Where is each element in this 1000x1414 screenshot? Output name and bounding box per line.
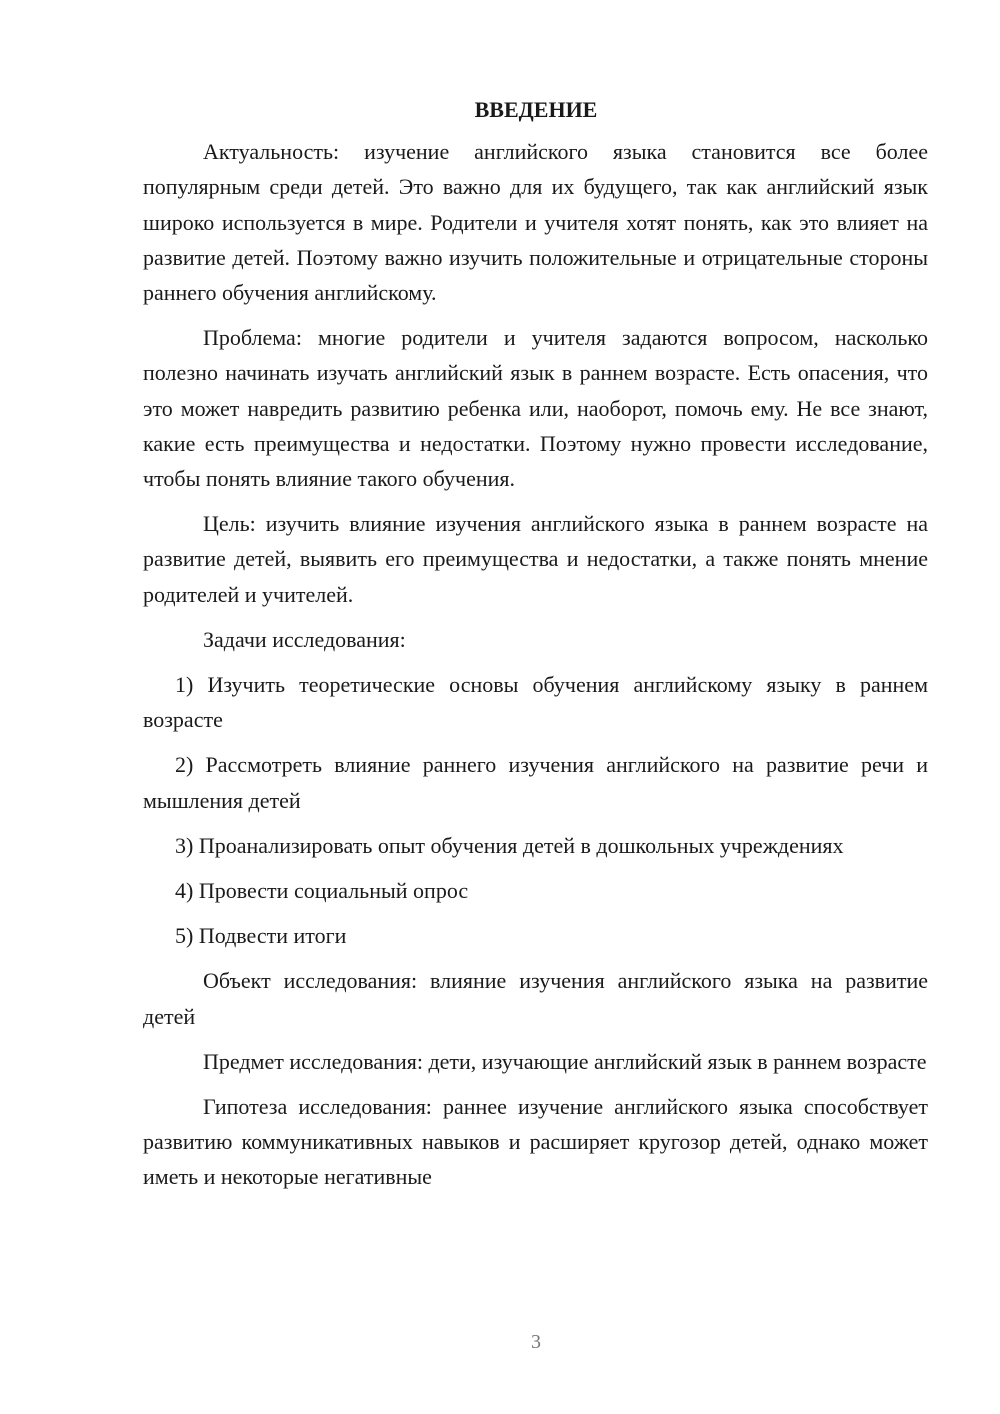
tasks-heading: Задачи исследования: [203,626,406,652]
task-item-5: 5) Подвести итоги [175,923,347,949]
relevance-paragraph: Актуальность: изучение английского языка становится все более популярным среди детей. Это важно для их будущего, так как английский язык широко используется в мире. Родители и учителя хотят понять, как это влияет на развитие детей. Поэтому важно изучить положительные и отрицательные стороны раннего обучения английскому. [143,139,928,306]
hypothesis-paragraph: Гипотеза исследования: раннее изучение английского языка способствует развитию коммуникативных навыков и расширяет кругозор детей, однако может иметь и некоторые негативные [143,1094,928,1190]
page-number: 3 [531,1331,541,1353]
task-item-4: 4) Провести социальный опрос [175,878,469,904]
problem-paragraph: Проблема: многие родители и учителя задаются вопросом, насколько полезно начинать изучать английский язык в раннем возрасте. Есть опасения, что это может навредить развитию ребенка или, наоборот, помочь ему. Не все знают, какие есть преимущества и недостатки. Поэтому нужно провести исследование, чтобы понять влияние такого обучения. [143,325,928,492]
page-title: ВВЕДЕНИЕ [474,97,598,122]
object-paragraph: Объект исследования: влияние изучения английского языка на развитие детей [143,968,928,1029]
task-item-1: 1) Изучить теоретические основы обучения английскому языку в раннем возрасте [143,672,928,733]
task-item-3: 3) Проанализировать опыт обучения детей в дошкольных учреждениях [175,832,844,858]
subject-paragraph: Предмет исследования: дети, изучающие английский язык в раннем возрасте [203,1048,927,1074]
task-item-2: 2) Рассмотреть влияние раннего изучения английского на развитие речи и мышления детей [143,752,928,813]
goal-paragraph: Цель: изучить влияние изучения английского языка в раннем возрасте на развитие детей, выявить его преимущества и недостатки, а также понять мнение родителей и учителей. [143,511,928,607]
page-content [143,92,928,1205]
tasks-list [143,667,928,953]
